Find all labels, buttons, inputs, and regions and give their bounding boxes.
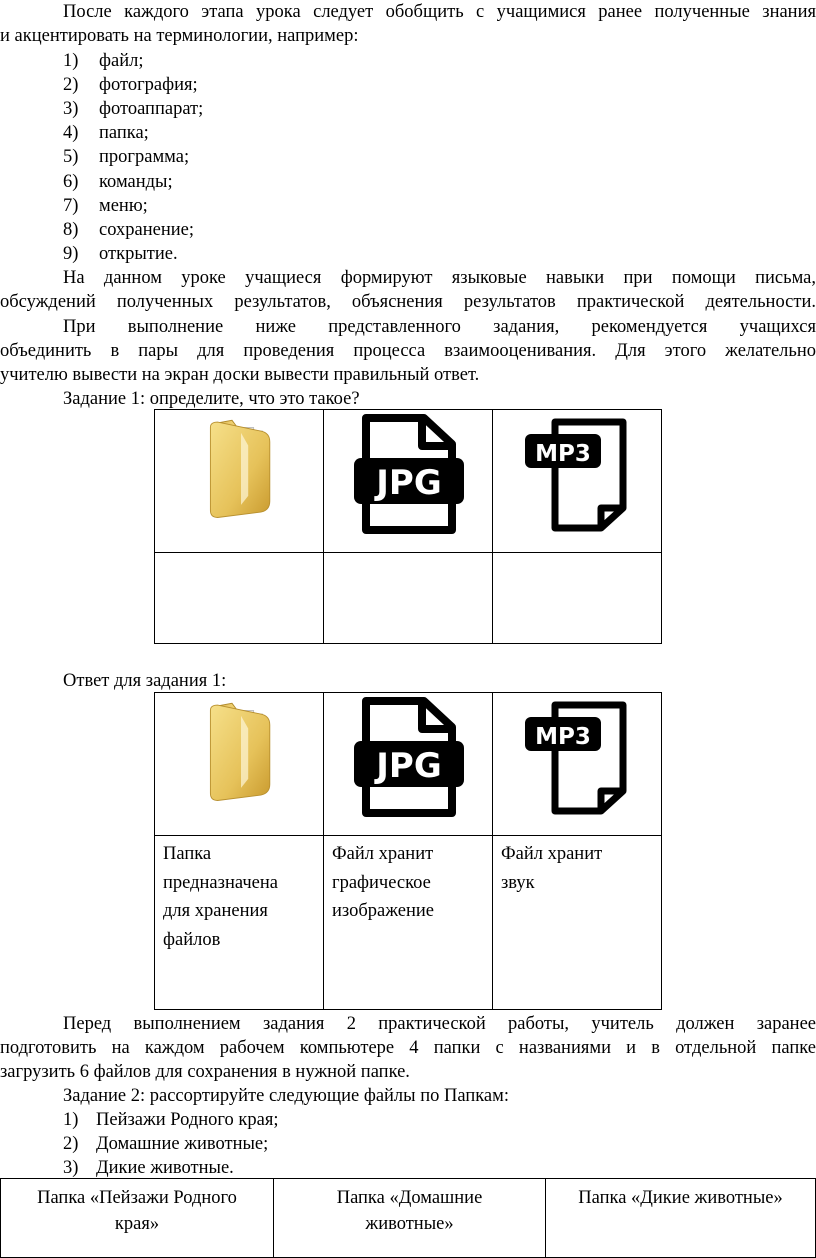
answer1-cell-folder	[154, 692, 324, 836]
svg-text:MP3: MP3	[535, 724, 591, 750]
answer1-text-cell-mp3	[492, 835, 662, 1010]
answer1-text-cell-folder	[154, 835, 324, 1010]
task1-answer-cell[interactable]	[492, 552, 662, 644]
jpg-file-icon	[354, 414, 464, 534]
folder-icon	[205, 413, 277, 523]
answer1-cell-jpg	[323, 692, 493, 836]
answer1-text: Файл хранит графическое изображение	[332, 844, 434, 921]
task1-answer-cell[interactable]	[323, 552, 493, 644]
mp3-file-icon	[525, 412, 635, 532]
svg-text:JPG: JPG	[376, 746, 442, 786]
para2-line-3: учителю вывести на экран доски вывести правильный ответ.	[0, 365, 480, 385]
table2-header-wild: Папка «Дикие животные»	[545, 1178, 816, 1258]
answer1-cell-mp3	[492, 692, 662, 836]
para2-line-1: При выполнение ниже представленного задания, рекомендуется учащихся	[63, 317, 816, 337]
mp3-file-icon	[525, 695, 635, 815]
task2-title: Задание 2: рассортируйте следующие файлы по Папкам:	[63, 1086, 509, 1106]
folder-icon	[205, 696, 277, 806]
answer1-text: Файл хранит звук	[501, 844, 603, 893]
para3-line-1: Перед выполнением задания 2 практической работы, учитель должен заранее	[63, 1014, 816, 1034]
table2-header-pets: Папка «Домашние животные»	[273, 1178, 546, 1258]
para3-line-3: загрузить 6 файлов для сохранения в нужной папке.	[0, 1062, 410, 1082]
task1-cell-mp3	[492, 409, 662, 553]
para3-line-2: подготовить на каждом рабочем компьютере 4 папки с названиями и в отдельной папке	[0, 1038, 816, 1058]
answer1-title: Ответ для задания 1:	[63, 671, 227, 691]
task1-cell-folder	[154, 409, 324, 553]
task1-cell-jpg	[323, 409, 493, 553]
answer1-text: Папка предназначена для хранения файлов	[163, 844, 278, 950]
jpg-file-icon	[354, 697, 464, 817]
para1-line-1: На данном уроке учащиеся формируют языковые навыки при помощи письма,	[63, 268, 816, 288]
task1-title: Задание 1: определите, что это такое?	[63, 389, 360, 409]
intro-line-1: После каждого этапа урока следует обобщить с учащимися ранее полученные знания	[63, 2, 816, 22]
svg-text:JPG: JPG	[376, 463, 442, 503]
table2-header-landscapes: Папка «Пейзажи Родного края»	[0, 1178, 274, 1258]
svg-text:MP3: MP3	[535, 441, 591, 467]
para1-line-2: обсуждений полученных результатов, объяснения результатов практической деятельности.	[0, 292, 816, 312]
para2-line-2: объединить в пары для проведения процесса взаимооценивания. Для этого желательно	[0, 341, 816, 361]
task1-answer-cell[interactable]	[154, 552, 324, 644]
intro-line-2: и акцентировать на терминологии, например:	[0, 26, 359, 46]
answer1-text-cell-jpg	[323, 835, 493, 1010]
